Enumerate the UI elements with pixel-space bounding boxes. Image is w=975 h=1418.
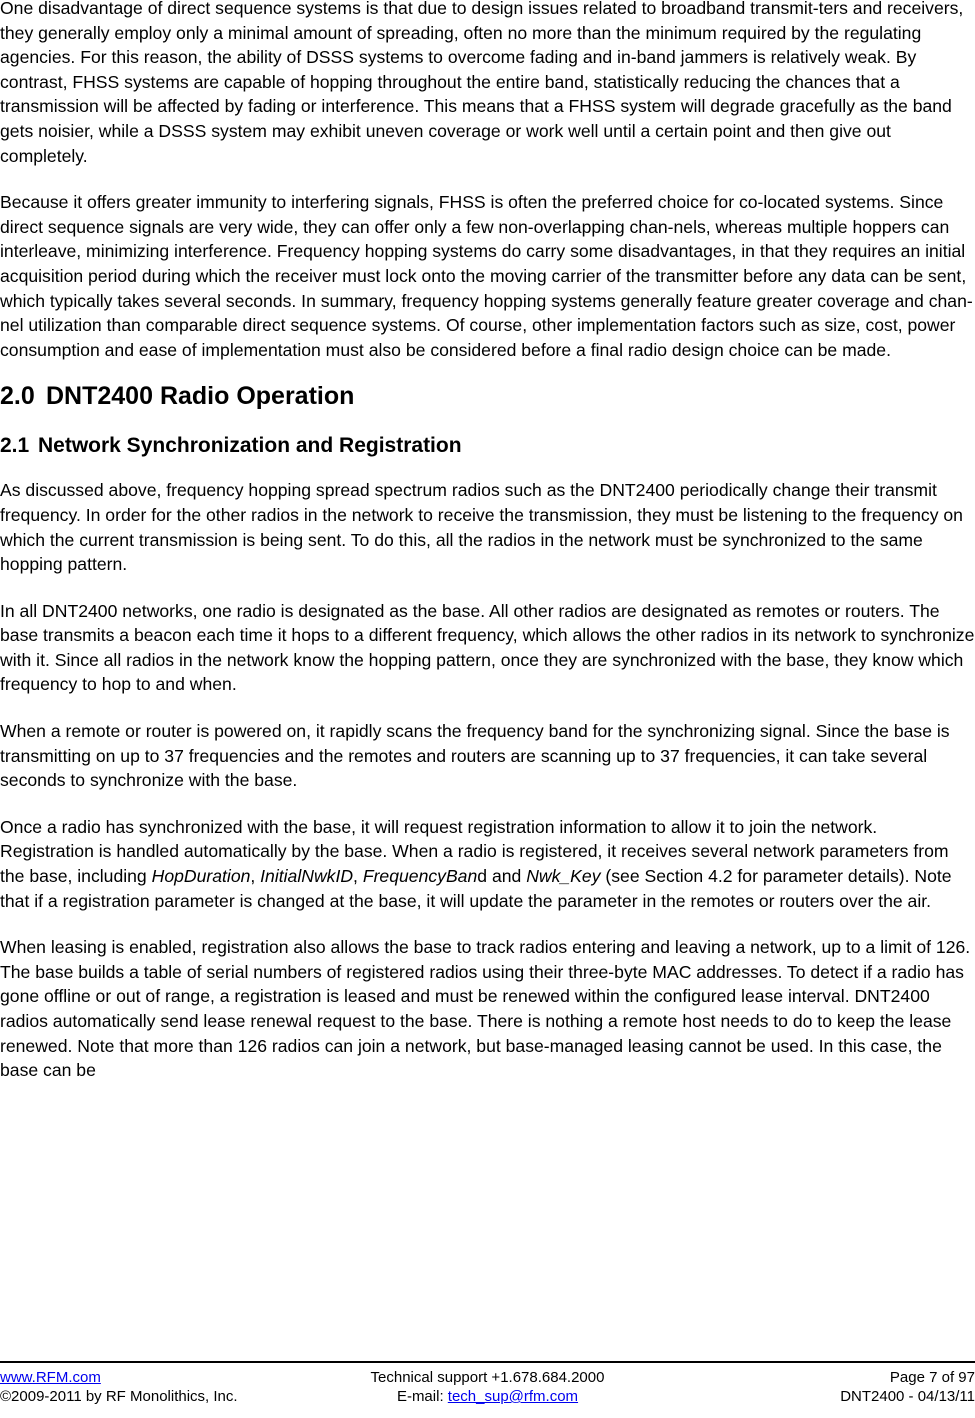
paragraph-registration xyxy=(0,815,975,913)
param-nwk-key: Nwk_Key xyxy=(526,866,601,887)
footer-divider xyxy=(0,1361,975,1363)
subsection-number: 2.1 xyxy=(0,434,30,458)
section-number: 2.0 xyxy=(0,382,35,411)
registration-text-before: Once a radio has synchronized with the base, it will request registration information to allow it to join the network. Registration is handled automatically by the base. When a radio is registered, it receives several network parameters from the base, including xyxy=(0,816,949,887)
param-frequency-band: FrequencyBan xyxy=(362,866,478,887)
param-hop-duration: HopDuration xyxy=(151,866,251,887)
email-label: E-mail: xyxy=(396,1388,448,1405)
registration-sep-3: d and xyxy=(477,866,527,887)
email-link[interactable]: tech_sup@rfm.com xyxy=(447,1388,579,1405)
subsection-heading xyxy=(0,430,975,462)
copyright: ©2009-2011 by RF Monolithics, Inc. xyxy=(0,1388,238,1405)
footer-row-2 xyxy=(0,1387,975,1406)
page-footer xyxy=(0,1368,975,1406)
section-title: DNT2400 Radio Operation xyxy=(46,382,355,411)
email-line xyxy=(0,1387,975,1406)
registration-text-after: (see Section 4.2 for parameter details). Note that if a registration parameter is changed at the base, it will update the parameter in the remotes or routers over the air. xyxy=(0,866,952,911)
paragraph-fhss-immunity: Because it offers greater immunity to interfering signals, FHSS is often the preferred choice for co-located systems. Since direct sequence signals are very wide, they can offer only a few non-overlapping chan-nels, whereas multiple hoppers can interleave, minimizing interference. Frequency hopping systems do carry some disadvantages, in that they requires an initial acquisition period during which the receiver must lock onto the moving carrier of the transmitter before any data can be sent, which typically takes several seconds. In summary, frequency hopping systems generally feature greater coverage and chan-nel utilization than comparable direct sequence systems. Of course, other implementation factors such as size, cost, power consumption and ease of implementation must also be considered before a final radio design choice can be made. xyxy=(0,192,973,360)
registration-sep-1: , xyxy=(250,866,261,887)
footer-row-1 xyxy=(0,1368,975,1387)
registration-sep-2: , xyxy=(353,866,363,887)
paragraph-power-on-scan: When a remote or router is powered on, it rapidly scans the frequency band for the synchronizing signal. Since the base is transmitting on up to 37 frequencies and the remotes and routers are scanning up to 37 frequencies, it can take several seconds to synchronize with the base. xyxy=(0,721,950,791)
paragraph-base-beacon: In all DNT2400 networks, one radio is designated as the base. All other radios are designated as remotes or routers. The base transmits a beacon each time it hops to a different frequency, which allows the other radios in its network to synchronize with it. Since all radios in the network know the hopping pattern, once they are synchronized with the base, they know which frequency to hop to and when. xyxy=(0,600,975,695)
website-link[interactable]: www.RFM.com xyxy=(0,1369,101,1386)
param-initial-nwk-id: InitialNwkID xyxy=(260,866,354,887)
paragraph-fhss-sync: As discussed above, frequency hopping spread spectrum radios such as the DNT2400 periodically change their transmit frequency. In order for the other radios in the network to receive the transmission, they must be listening to the frequency on which the current transmission is being sent. To do this, all the radios in the network must be synchronized to the same hopping pattern. xyxy=(0,480,963,575)
paragraph-dsss-disadvantage: One disadvantage of direct sequence systems is that due to design issues related to broadband transmit-ters and receivers, they generally employ only a minimal amount of spreading, often no more than the minimum required by the regulating agencies. For this reason, the ability of DSSS systems to overcome fading and in-band jammers is relatively weak. By contrast, FHSS systems are capable of hopping throughout the entire band, statistically reducing the chances that a transmission will be affected by fading or interference. This means that a FHSS system will degrade gracefully as the band gets noisier, while a DSSS system may exhibit uneven coverage or work well until a certain point and then give out completely. xyxy=(0,0,964,166)
section-heading xyxy=(0,376,975,416)
paragraph-leasing: When leasing is enabled, registration also allows the base to track radios entering and leaving a network, up to a limit of 126. The base builds a table of serial numbers of registered radios using their three-byte MAC addresses. To detect if a radio has gone offline or out of range, a registration is leased and must be renewed within the configured lease interval. DNT2400 radios automatically send lease renewal request to the base. There is nothing a remote host needs to do to keep the lease renewed. Note that more than 126 radios can join a network, but base-managed leasing cannot be used. In this case, the base can be xyxy=(0,937,971,1081)
page-number: Page 7 of 97 xyxy=(889,1369,975,1386)
subsection-title: Network Synchronization and Registration xyxy=(38,434,462,458)
document-id: DNT2400 - 04/13/11 xyxy=(840,1388,975,1405)
support-phone: Technical support +1.678.684.2000 xyxy=(370,1369,605,1386)
